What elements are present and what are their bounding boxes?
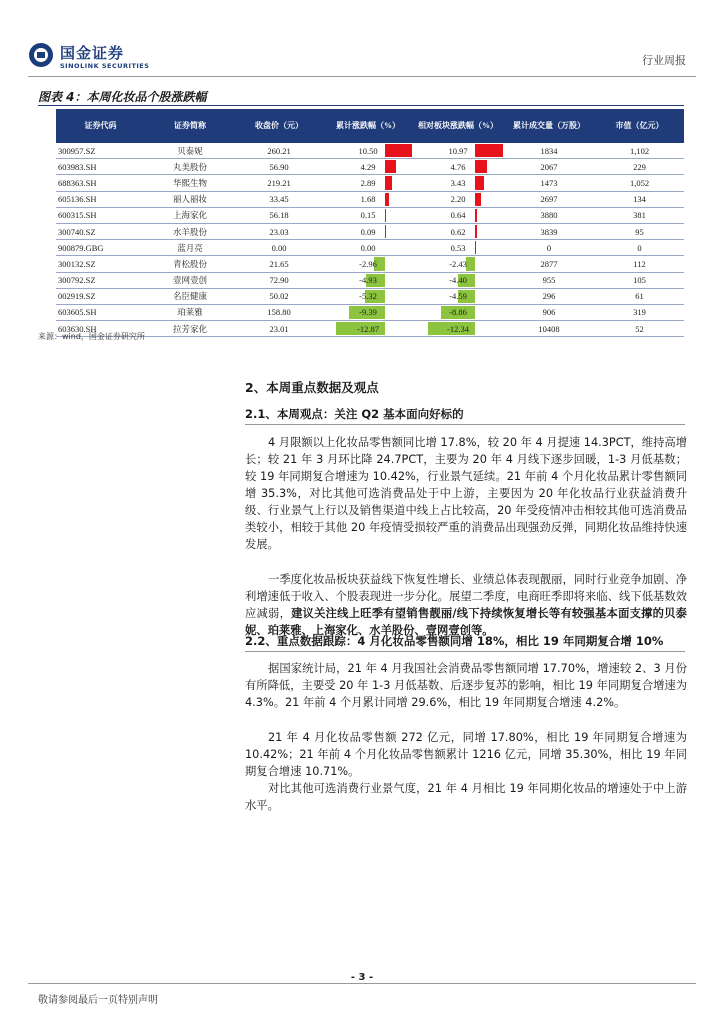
cell-cap: 134	[595, 191, 684, 207]
column-header: 市值（亿元）	[595, 109, 684, 143]
cell-close: 23.03	[235, 223, 323, 239]
relative-change-cell	[413, 223, 503, 239]
cell-close: 33.45	[235, 191, 323, 207]
relative-change-cell	[413, 159, 503, 175]
footer-divider	[28, 983, 696, 984]
cell-vol: 2697	[503, 191, 595, 207]
change-value: -4.59	[449, 291, 467, 302]
cell-close: 50.02	[235, 288, 323, 304]
cumulative-change-cell	[323, 159, 413, 175]
relative-change-bar	[475, 176, 484, 189]
cell-cap: 319	[595, 304, 684, 320]
change-value: 10.97	[448, 145, 468, 156]
cell-vol: 2067	[503, 159, 595, 175]
table-row	[56, 143, 684, 159]
cell-cap: 229	[595, 159, 684, 175]
paragraph-emphasis: 建议关注线上旺季有望销售靓丽/线下持续恢复增长等有较强基本面支撑的贝泰妮、珀莱雅、上海家化、水羊股份、壹网壹创等。	[245, 607, 687, 637]
change-value: -9.39	[359, 307, 377, 318]
cell-code: 603983.SH	[56, 159, 145, 175]
table-row	[56, 256, 684, 272]
change-value: -8.86	[449, 307, 467, 318]
cell-vol: 0	[503, 240, 595, 256]
brand-name-cn: 国金证券	[60, 44, 125, 62]
change-value: 0.62	[450, 226, 466, 237]
change-value: 1.68	[360, 194, 376, 205]
cell-vol: 1834	[503, 143, 595, 159]
cell-code: 688363.SH	[56, 175, 145, 191]
cell-code: 300792.SZ	[56, 272, 145, 288]
cell-name: 贝泰妮	[145, 143, 235, 159]
cumulative-change-cell	[323, 321, 413, 337]
cumulative-change-bar	[385, 144, 412, 157]
cell-close: 219.21	[235, 175, 323, 191]
cell-name: 名臣健康	[145, 288, 235, 304]
relative-change-bar	[466, 257, 475, 270]
report-type: 行业周报	[642, 54, 686, 67]
cell-cap: 381	[595, 207, 684, 223]
brand-name-en: SINOLINK SECURITIES	[60, 62, 150, 70]
cumulative-change-bar	[385, 176, 392, 189]
relative-change-cell	[413, 143, 503, 159]
relative-change-cell	[413, 288, 503, 304]
cumulative-change-cell	[323, 223, 413, 239]
cell-name: 蓝月亮	[145, 240, 235, 256]
cell-close: 158.80	[235, 304, 323, 320]
column-header: 证券简称	[145, 109, 235, 143]
change-value: 0.00	[360, 242, 376, 253]
change-value: -5.32	[359, 291, 377, 302]
table-row	[56, 304, 684, 320]
change-value: -4.93	[359, 275, 377, 286]
cell-cap: 112	[595, 256, 684, 272]
cell-vol: 3839	[503, 223, 595, 239]
cumulative-change-cell	[323, 143, 413, 159]
relative-change-cell	[413, 272, 503, 288]
cell-name: 青松股份	[145, 256, 235, 272]
cell-cap: 1,102	[595, 143, 684, 159]
page-number: - 3 -	[350, 972, 374, 983]
change-value: 2.20	[450, 194, 466, 205]
table-row	[56, 223, 684, 239]
relative-change-bar	[475, 160, 487, 173]
cumulative-change-cell	[323, 175, 413, 191]
relative-change-cell	[413, 321, 503, 337]
figure-title-rule	[38, 105, 684, 106]
change-value: 4.29	[360, 161, 376, 172]
paragraph	[245, 571, 687, 639]
cell-vol: 1473	[503, 175, 595, 191]
brand-logo	[28, 40, 188, 74]
change-value: 0.15	[360, 210, 376, 221]
subsection-rule	[245, 424, 685, 425]
cell-vol: 906	[503, 304, 595, 320]
cell-vol: 955	[503, 272, 595, 288]
change-value: -12.87	[357, 323, 379, 334]
relative-change-cell	[413, 207, 503, 223]
column-header: 证券代码	[56, 109, 145, 143]
header-divider	[28, 76, 696, 77]
cell-code: 300957.SZ	[56, 143, 145, 159]
paragraph-text: 一季度化妆品板块获益线下恢复性增长、业绩总体表现靓丽，同时行业竞争加剧、净利增速低于收入、个股表现进一步分化。展望二季度，电商旺季即将来临、线下低基数效应减弱，	[245, 573, 687, 620]
figure-source: 来源：wind，国金证券研究所	[38, 332, 145, 341]
cell-close: 23.01	[235, 321, 323, 337]
disclaimer-note: 敬请参阅最后一页特别声明	[38, 995, 158, 1006]
change-value: -2.43	[449, 258, 467, 269]
cell-name: 珀莱雅	[145, 304, 235, 320]
cell-cap: 61	[595, 288, 684, 304]
relative-change-bar	[475, 193, 481, 206]
change-value: 10.50	[358, 145, 378, 156]
relative-change-cell	[413, 304, 503, 320]
table-row	[56, 321, 684, 337]
cumulative-change-bar	[385, 193, 389, 206]
cumulative-change-bar	[385, 160, 396, 173]
column-header: 累计涨跌幅（%）	[323, 109, 413, 143]
cell-close: 56.90	[235, 159, 323, 175]
cell-code: 300132.SZ	[56, 256, 145, 272]
cumulative-change-cell	[323, 304, 413, 320]
table-row	[56, 175, 684, 191]
figure-title: 图表 4：本周化妆品个股涨跌幅	[38, 90, 207, 104]
column-header: 相对板块涨跌幅（%）	[413, 109, 503, 143]
cell-code: 603605.SH	[56, 304, 145, 320]
paragraph: 21 年 4 月化妆品零售额 272 亿元，同增 17.80%，相比 19 年同期复合增速为 10.42%；21 年前 4 个月化妆品零售额累计 1216 亿元，同增 35.30%，相比 19 年同期复合增速 10.71%。	[245, 731, 687, 778]
table-row	[56, 288, 684, 304]
subsection-rule	[245, 651, 685, 652]
cumulative-change-cell	[323, 191, 413, 207]
change-value: -4.40	[449, 275, 467, 286]
cell-cap: 1,052	[595, 175, 684, 191]
paragraph: 4 月限额以上化妆品零售额同比增 17.8%，较 20 年 4 月提速 14.3PCT，维持高增长；较 21 年 3 月环比降 24.7PCT，主要为 20 年 4 月线下逐步回暖，1-3 月低基数；较 19 年同期复合增速为 10.42%，行业景气延续。21 年前 4 个月化妆品累计零售额同增 35.3%，对比其他可选消费品处于中上游，主要因为 20 年化妆品行业获益消费升级、行业景气上行以及销售渠道中线上占比较高，20 年受疫情冲击相较其他可选消费品类较小，相较于其他 20 年疫情受损较严重的消费品出现强劲反弹，同期化妆品维持快速发展。	[245, 436, 687, 551]
table-row	[56, 207, 684, 223]
cumulative-change-cell	[323, 207, 413, 223]
change-value: 3.43	[450, 177, 466, 188]
cell-cap: 52	[595, 321, 684, 337]
cell-cap: 0	[595, 240, 684, 256]
cell-close: 56.18	[235, 207, 323, 223]
cell-name: 上海家化	[145, 207, 235, 223]
cumulative-change-cell	[323, 256, 413, 272]
relative-change-cell	[413, 256, 503, 272]
change-value: -2.96	[359, 258, 377, 269]
change-value: 4.76	[450, 161, 466, 172]
cell-vol: 10408	[503, 321, 595, 337]
table-row	[56, 159, 684, 175]
relative-change-bar	[475, 144, 503, 157]
relative-change-bar	[475, 241, 476, 254]
paragraph: 对比其他可选消费行业景气度，21 年 4 月相比 19 年同期化妆品的增速处于中上游水平。	[245, 782, 687, 812]
change-value: 0.53	[450, 242, 466, 253]
cell-code: 600315.SH	[56, 207, 145, 223]
column-header: 收盘价（元）	[235, 109, 323, 143]
cumulative-change-cell	[323, 240, 413, 256]
cell-name: 丸美股份	[145, 159, 235, 175]
cell-code: 002919.SZ	[56, 288, 145, 304]
cell-vol: 296	[503, 288, 595, 304]
section-heading: 2、本周重点数据及观点	[245, 380, 379, 395]
subsection-heading: 2.2、重点数据跟踪：4 月化妆品零售额同增 18%，相比 19 年同期复合增 10%	[245, 634, 664, 648]
sinolink-logo-icon	[28, 42, 54, 68]
change-value: 0.09	[360, 226, 376, 237]
paragraph: 据国家统计局，21 年 4 月我国社会消费品零售额同增 17.70%，增速较 2、3 月份有所降低，主要受 20 年 1-3 月低基数、后逐步复苏的影响，相比 19 年同期复合增速为 4.3%。21 年前 4 个月累计同增 29.6%，相比 19 年同期复合增速 4.2%。	[245, 662, 687, 709]
cell-vol: 3880	[503, 207, 595, 223]
column-header: 累计成交量（万股）	[503, 109, 595, 143]
cell-close: 260.21	[235, 143, 323, 159]
change-value: 0.64	[450, 210, 466, 221]
relative-change-cell	[413, 240, 503, 256]
cell-name: 壹网壹创	[145, 272, 235, 288]
cell-code: 603630.SH	[56, 321, 145, 337]
cell-close: 0.00	[235, 240, 323, 256]
cell-name: 水羊股份	[145, 223, 235, 239]
cell-code: 605136.SH	[56, 191, 145, 207]
cell-name: 丽人丽妆	[145, 191, 235, 207]
cell-code: 900879.GBG	[56, 240, 145, 256]
cumulative-change-cell	[323, 288, 413, 304]
cell-cap: 95	[595, 223, 684, 239]
relative-change-bar	[475, 209, 477, 222]
table-row	[56, 240, 684, 256]
change-value: 2.89	[360, 177, 376, 188]
cell-code: 300740.SZ	[56, 223, 145, 239]
cell-close: 21.65	[235, 256, 323, 272]
cell-name: 拉芳家化	[145, 321, 235, 337]
stock-performance-table	[56, 109, 684, 337]
relative-change-cell	[413, 175, 503, 191]
table-header-row	[56, 109, 684, 143]
change-value: -12.34	[447, 323, 469, 334]
relative-change-cell	[413, 191, 503, 207]
cell-close: 72.90	[235, 272, 323, 288]
table-row	[56, 272, 684, 288]
relative-change-bar	[475, 225, 477, 238]
cumulative-change-cell	[323, 272, 413, 288]
table-row	[56, 191, 684, 207]
subsection-heading: 2.1、本周观点：关注 Q2 基本面向好标的	[245, 407, 464, 421]
cell-name: 华熙生物	[145, 175, 235, 191]
cell-cap: 105	[595, 272, 684, 288]
cell-vol: 2877	[503, 256, 595, 272]
